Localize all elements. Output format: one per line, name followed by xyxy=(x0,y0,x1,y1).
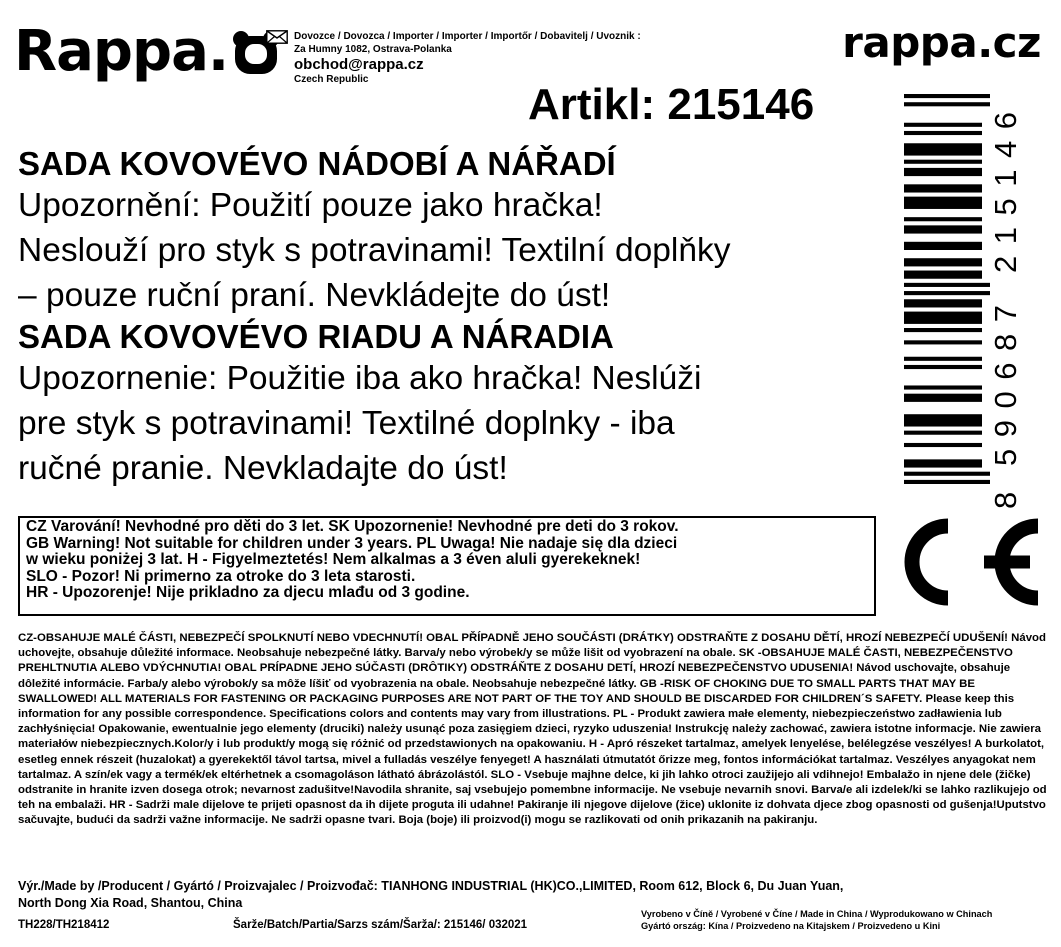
importer-email: obchod@rappa.cz xyxy=(294,56,424,73)
barcode-bar xyxy=(904,102,990,106)
barcode-bar xyxy=(904,312,982,324)
barcode-bar xyxy=(904,94,990,98)
warning-line: GB Warning! Not suitable for children under 3 years. PL Uwaga! Nie nadaje się dla dzieci xyxy=(26,534,678,552)
barcode-bar xyxy=(904,271,982,279)
article-number: Artikl: 215146 xyxy=(528,80,815,129)
barcode-bar xyxy=(904,472,990,476)
barcode-digit: 6 xyxy=(988,112,1023,130)
barcode-digit: 5 xyxy=(988,198,1023,216)
barcode-digit: 1 xyxy=(988,227,1023,245)
barcode-bar xyxy=(904,242,982,250)
barcode-digit: 8 xyxy=(988,333,1023,351)
barcode-bar xyxy=(904,365,982,369)
importer-country: Czech Republic xyxy=(294,74,369,85)
barcode-digit: 1 xyxy=(988,169,1023,187)
warning-line: w wieku poniżej 3 lat. H - Figyelmeztetés! Nem alkalmas a 3 éven aluli gyerekeknek! xyxy=(26,551,641,568)
warning-line: HR - Upozorenje! Nije prikladno za djecu mlađu od 3 godine. xyxy=(26,584,470,601)
barcode-digit: 6 xyxy=(988,362,1023,380)
barcode-bar xyxy=(904,143,982,155)
importer-label: Dovozce / Dovozca / Importer / Importer / Importőr / Dobavitelj / Uvoznik : xyxy=(294,31,641,42)
barcode-bar xyxy=(904,459,982,467)
barcode-digit: 8 xyxy=(988,491,1023,510)
barcode-bar xyxy=(904,443,982,447)
importer-address: Za Humny 1082, Ostrava-Polanka xyxy=(294,44,452,55)
barcode-digit: 2 xyxy=(988,255,1023,273)
barcode-digit: 4 xyxy=(988,140,1023,159)
product-heading: SADA KOVOVÉVO NÁDOBÍ A NÁŘADÍ xyxy=(18,145,616,182)
barcode-bar xyxy=(904,385,982,389)
product-warning-line: Upozornenie: Použitie iba ako hračka! Neslúži xyxy=(18,360,702,397)
barcode-bar xyxy=(904,168,982,176)
barcode-bar xyxy=(904,291,990,295)
barcode-bar xyxy=(904,184,982,192)
barcode-bar xyxy=(904,328,982,332)
barcode-bar xyxy=(904,258,982,266)
barcode-bar xyxy=(904,299,982,307)
barcode-digit: 0 xyxy=(988,391,1023,409)
barcode-bar xyxy=(904,225,982,233)
logo-text: Rappa. xyxy=(14,19,229,84)
barcode-bar xyxy=(904,160,982,164)
barcode-bar xyxy=(904,217,982,221)
manufacturer-line: Výr./Made by /Producent / Gyártó / Proizvajalec / Proizvođač: TIANHONG INDUSTRIAL (HK)CO.,LIMITED, Room 612, Block 6, Du Juan Yuan, xyxy=(18,879,844,893)
website: rappa.cz xyxy=(842,18,1041,67)
product-codes: TH228/TH218412 xyxy=(18,919,110,931)
barcode-bar xyxy=(904,431,982,435)
brand-logo xyxy=(14,20,280,92)
barcode-bar xyxy=(904,131,982,135)
barcode-digit: 5 xyxy=(988,448,1023,466)
barcode-bar xyxy=(904,283,990,287)
warning-line: SLO - Pozor! Ni primerno za otroke do 3 leta starosti. xyxy=(26,567,416,585)
product-warning-line: pre styk s potravinami! Textilné doplnky - iba xyxy=(18,405,675,442)
importer-info xyxy=(266,30,696,86)
barcode-bar xyxy=(904,357,982,361)
barcode-digit: 9 xyxy=(988,419,1023,438)
barcode-bar xyxy=(904,340,982,344)
barcode-bar xyxy=(904,414,982,426)
warning-line: CZ Varování! Nevhodné pro děti do 3 let. SK Upozornenie! Nevhodné pre deti do 3 rokov. xyxy=(26,518,679,535)
barcode-bar xyxy=(904,480,990,484)
batch-number: Šarže/Batch/Partia/Sarzs szám/Šarža/: 215146/ 032021 xyxy=(233,919,528,931)
ce-mark-icon xyxy=(884,508,1050,616)
manufacturer-info xyxy=(18,878,1008,912)
barcode-digit: 7 xyxy=(988,305,1023,323)
product-warning-line: Upozornění: Použití pouze jako hračka! xyxy=(18,187,603,224)
origin-line: Vyrobeno v Číně / Vyrobené v Číne / Made in China / Wyprodukowano w Chinach xyxy=(641,909,993,919)
country-of-origin xyxy=(641,908,992,932)
barcode-bar xyxy=(904,197,982,209)
product-heading: SADA KOVOVÉVO RIADU A NÁRADIA xyxy=(18,318,614,355)
origin-line: Gyártó ország: Kína / Proizvedeno na Kitajskem / Proizvedeno u Kini xyxy=(641,921,941,931)
manufacturer-line: North Dong Xia Road, Shantou, China xyxy=(18,896,243,910)
fine-print-text: CZ-OBSAHUJE MALÉ ČÁSTI, NEBEZPEČÍ SPOLKNUTÍ NEBO VDECHNUTÍ! OBAL PŘÍPADNĚ JEHO SOUČÁSTI (DRÁTKY) ODSTRAŇTE Z DOSAHU DĚTÍ, HROZÍ NEBEZPEČÍ UDUŠENÍ! Návod uchovejte, obsahuje důležité informace. Neobsahuje nebezpečné látky. Barva/y nebo výrobek/y se může lišit od vyobrazení na obale. SK -OBSAHUJE MALÉ ČASTI, NEBEZPEČENSTVO PREHLTNUTIA ALEBO VDÝCHNUTIA! OBAL PRÍPADNE JEHO SÚČASTI (DRÔTIKY) ODSTRÁŇTE Z DOSAHU DETÍ, HROZÍ NEBEZPEČENSTVO UDUSENIA! Návod uschovajte, obsahuje dôležité informácie. Farba/y alebo výrobok/y sa môže líšiť od vyobrazenia na obale. Neobsahuje nebezpečné látky. GB -RISK OF CHOKING DUE TO SMALL PARTS THAT MAY BE SWALLOWED! ALL MATERIALS FOR FASTENING OR PACKAGING PURPOSES ARE NOT PART OF THE TOY AND SHOULD BE DISCARDED FOR CHILDREN´S SAFETY. Please keep this information for any possible correspondence. Specifications colors and contents may vary from illustrations. PL - Produkt zawiera małe elementy, niebezpieczeństwo zadławienia lub zachłyśnięcia! Opakowanie, ewentualnie jego elementy (druciki) należy usunąć poza zasięgiem dzieci, ryzyko uduszenia! Instrukcję należy zachować, zawiera istotne informacje. Nie zawiera materiałów niebezpiecznych.Kolor/y i lub produkt/y mogą się różnić od przedstawionych na opakowaniu. H - Apró részeket tartalmaz, amelyek lenyelése, belélegzése veszélyes! A burkolatot, esetleg ennek részeit (huzalokat) a gyerekektől távol tartsa, mivel a fulladás veszélye fenyeget! A használati útmutatót őrizze meg, fontos információkat tartalmaz. Veszélyes anyagokat nem tartalmaz. A szín/ek vagy a termék/ek eltérhetnek a csomagoláson látható ábrázolástól. SLO - Vsebuje majhne delce, ki jih lahko otroci zaužijejo ali vdihnejo! Embalažo in njene dele (žičke) odstranite in hranite izven dosega otrok; nevarnost zadušitve!Navodila shranite, saj vsebujejo pomembne informacije. Ne vsebuje nevarnih snovi. Barva/e ali izdelek/ki se lahko razlikujejo od teh na embalaži. HR - Sadrži male dijelove te prijeti opasnost da ih dijete proguta ili udahne! Pakiranje ili njegove dijelove (žice) uklonite iz dohvata djece zbog opasnosti od gušenja!Uputstvo sačuvajte, budući da sadrži važne informacije. Ne sadrži opasne tvari. Boja (boje) ili proizvod(i) mogu se razlikovati od onih prikazanih na pakiranju. xyxy=(18,632,1047,827)
safety-fine-print xyxy=(18,631,1048,829)
barcode-icon xyxy=(902,88,1032,510)
barcode-bar xyxy=(904,123,982,127)
warning-box xyxy=(18,516,876,616)
product-warning-line: Neslouží pro styk s potravinami! Textilní doplňky xyxy=(18,232,731,269)
product-description xyxy=(18,145,888,491)
barcode-bar xyxy=(904,394,982,402)
product-warning-line: – pouze ruční praní. Nevkládejte do úst! xyxy=(18,277,611,314)
envelope-icon xyxy=(266,30,288,44)
product-warning-line: ručné pranie. Nevkladajte do úst! xyxy=(18,450,508,487)
